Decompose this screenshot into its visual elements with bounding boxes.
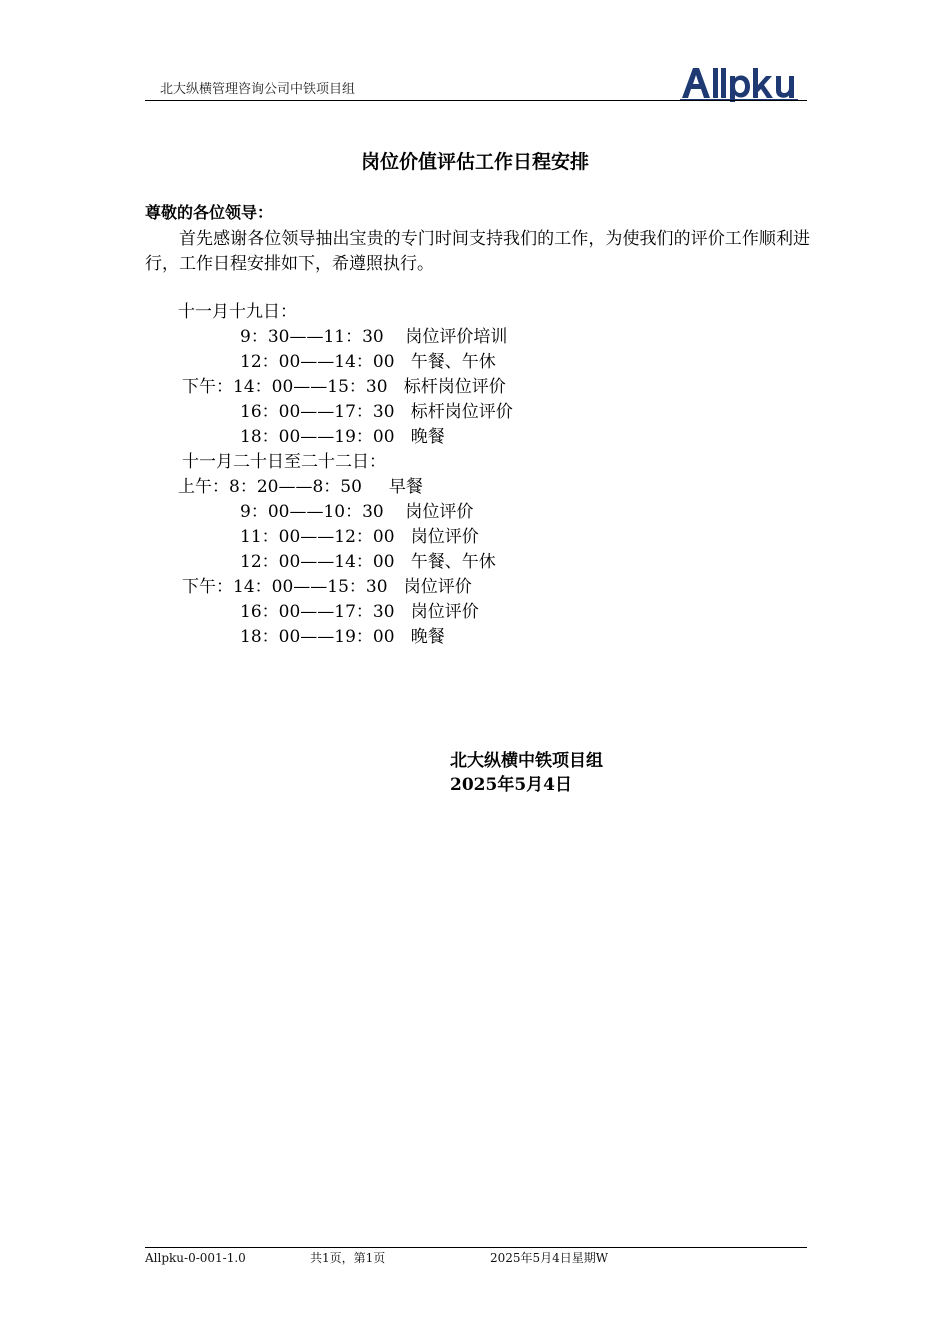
schedule-day-heading: 十一月十九日：: [178, 302, 297, 322]
footer-page-info: 共1页，第1页: [310, 1251, 386, 1265]
signature-date: 2025年5月4日: [450, 775, 572, 795]
greeting: 尊敬的各位领导：: [145, 203, 274, 222]
schedule-item: 上午：8：20——8：50 早餐: [178, 477, 423, 497]
header-company: 北大纵横管理咨询公司中铁项目组: [160, 82, 356, 97]
header-divider: [145, 100, 807, 101]
document-title: 岗位价值评估工作日程安排: [360, 151, 589, 173]
schedule-item: 下午：14：00——15：30 标杆岗位评价: [182, 377, 506, 397]
schedule-item: 18：00——19：00 晚餐: [240, 427, 445, 447]
schedule-item: 9：30——11：30 岗位评价培训: [240, 327, 508, 347]
allpku-logo: [680, 62, 800, 102]
schedule-item: 下午：14：00——15：30 岗位评价: [182, 577, 472, 597]
footer-divider: [145, 1247, 807, 1248]
schedule-day-heading: 十一月二十日至二十二日：: [182, 452, 386, 472]
schedule-item: 18：00——19：00 晚餐: [240, 627, 445, 647]
footer-doc-code: Allpku-0-001-1.0: [145, 1251, 246, 1265]
footer-date-info: 2025年5月4日星期W: [490, 1251, 609, 1265]
schedule-item: 9：00——10：30 岗位评价: [240, 502, 474, 522]
intro-paragraph: 首先感谢各位领导抽出宝贵的专门时间支持我们的工作，为使我们的评价工作顺利进行，工作日程安排如下，希遵照执行。: [145, 229, 810, 274]
signature-org: 北大纵横中铁项目组: [450, 751, 603, 771]
schedule-item: 16：00——17：30 标杆岗位评价: [240, 402, 513, 422]
schedule-item: 16：00——17：30 岗位评价: [240, 602, 479, 622]
schedule-item: 12：00——14：00 午餐、午休: [240, 552, 496, 572]
schedule-item: 12：00——14：00 午餐、午休: [240, 352, 496, 372]
schedule-item: 11：00——12：00 岗位评价: [240, 527, 479, 547]
